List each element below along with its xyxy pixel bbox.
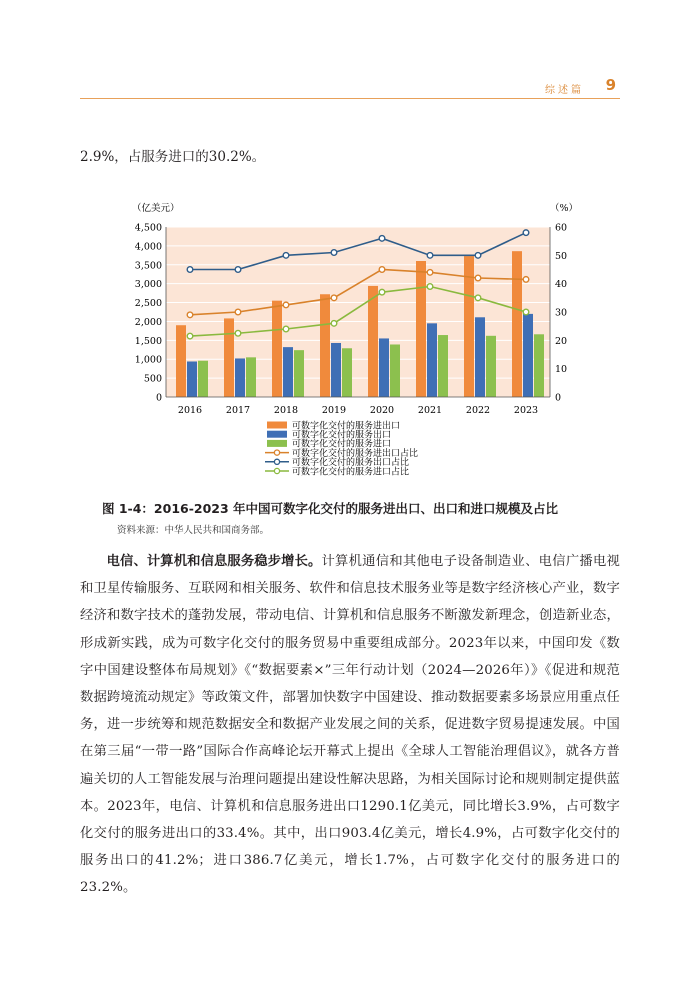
legend-label: 可数字化交付的服务进口 (292, 439, 392, 450)
line-imports-ratio-point (379, 289, 385, 295)
y-left-tick-label: 4,000 (134, 241, 162, 253)
x-tick-label: 2019 (321, 405, 347, 416)
y-right-tick-label: 30 (555, 307, 568, 319)
y-left-tick-label: 2,500 (134, 298, 162, 310)
line-imports-ratio-point (187, 333, 193, 339)
line-exports-ratio-point (427, 253, 433, 259)
bar-exports-imports (368, 286, 378, 397)
trade-chart (80, 195, 620, 495)
line-exports-ratio-point (523, 230, 529, 236)
line-exports-ratio-point (187, 267, 193, 273)
paragraph-lead: 电信、计算机和信息服务稳步增长。 (106, 554, 322, 569)
bar-imports (342, 348, 352, 397)
line-imports-ratio-point (331, 321, 337, 327)
y-left-tick-label: 3,000 (134, 279, 162, 291)
x-tick-label: 2018 (273, 405, 299, 416)
line-exports-ratio-point (283, 253, 289, 259)
bar-exports-imports (272, 301, 282, 397)
bar-exports-imports (320, 294, 330, 397)
bar-exports (475, 317, 485, 397)
line-exports-imports-ratio-point (475, 275, 481, 281)
line-exports-ratio-point (379, 236, 385, 242)
y-right-tick-label: 60 (555, 222, 568, 234)
y-right-tick-label: 20 (555, 335, 568, 347)
page-header (80, 74, 620, 99)
legend-swatch (267, 440, 287, 447)
line-exports-ratio-point (331, 250, 337, 256)
x-tick-label: 2023 (513, 405, 539, 416)
line-exports-ratio-point (235, 267, 241, 273)
intro-text: 2.9%，占服务进口的30.2%。 (80, 149, 266, 165)
bar-exports (523, 314, 533, 397)
line-exports-imports-ratio-point (331, 295, 337, 301)
bar-imports (486, 336, 496, 397)
y-left-tick-label: 2,000 (134, 316, 162, 328)
line-imports-ratio-point (283, 326, 289, 332)
y-left-axis-label: （亿美元） (132, 203, 180, 214)
legend-swatch (267, 431, 287, 438)
y-right-tick-label: 50 (555, 250, 568, 262)
y-left-tick-label: 1,500 (134, 335, 162, 347)
bar-exports (235, 358, 245, 397)
x-tick-label: 2020 (369, 405, 395, 416)
bar-exports (331, 343, 341, 397)
figure-source: 资料来源：中华人民共和国商务部。 (117, 525, 270, 536)
legend (265, 419, 418, 477)
line-imports-ratio-point (427, 284, 433, 290)
line-exports-imports-ratio-point (187, 312, 193, 318)
line-imports-ratio-point (235, 330, 241, 336)
bar-exports-imports (176, 325, 186, 397)
line-exports-imports-ratio-point (235, 309, 241, 315)
body-paragraph (80, 548, 620, 902)
bar-imports (390, 344, 400, 397)
line-exports-imports-ratio-point (523, 277, 529, 283)
x-tick-label: 2016 (177, 405, 203, 416)
legend-label: 可数字化交付的服务出口占比 (292, 458, 410, 469)
bar-exports (379, 338, 389, 397)
y-right-tick-label: 10 (555, 364, 568, 376)
legend-label: 可数字化交付的服务出口 (292, 430, 392, 441)
legend-label: 可数字化交付的服务进出口 (292, 421, 401, 432)
y-right-tick-label: 40 (555, 279, 568, 291)
page-number: 9 (605, 76, 616, 94)
legend-label: 可数字化交付的服务进出口占比 (292, 448, 419, 459)
line-imports-ratio-point (523, 309, 529, 315)
bar-imports (246, 357, 256, 397)
header-section-title: 综述篇 (545, 85, 584, 96)
legend-label: 可数字化交付的服务进口占比 (292, 467, 410, 478)
bar-exports-imports (416, 261, 426, 397)
y-left-tick-label: 3,500 (134, 260, 162, 272)
bar-exports-imports (512, 251, 522, 397)
legend-marker (274, 450, 279, 455)
x-tick-label: 2017 (225, 405, 251, 416)
paragraph-text: 计算机通信和其他电子设备制造业、电信广播电视和卫星传输服务、互联网和相关服务、软件和信息技术服务业等是数字经济核心产业，数字经济和数字技术的蓬勃发展，带动电信、计算机和信息服务不断激发新理念，创造新业态，形成新实践，成为可数字化交付的服务贸易中重要组成部分。2023年以来，中国印发《数字中国建设整体布局规划》《“数据要素×”三年行动计划（2024—2026年）》《促进和规范数据跨境流动规定》等政策文件，部署加快数字中国建设、推动数据要素多场景应用重点任务，进一步统筹和规范数据安全和数据产业发展之间的关系，促进数字贸易提速发展。中国在第三届“一带一路”国际合作高峰论坛开幕式上提出《全球人工智能治理倡议》，就各方普遍关切的人工智能发展与治理问题提出建设性解决思路，为相关国际讨论和规则制定提供蓝本。2023年，电信、计算机和信息服务进出口1290.1亿美元，同比增长3.9%，占可数字化交付的服务进出口的33.4%。其中，出口903.4亿美元，增长4.9%，占可数字化交付的服务出口的41.2%；进口386.7亿美元，增长1.7%，占可数字化交付的服务进口的23.2%。 (80, 554, 620, 896)
legend-swatch (267, 422, 287, 429)
bar-imports (534, 334, 544, 397)
x-tick-label: 2021 (417, 405, 443, 416)
legend-marker (274, 459, 279, 464)
y-left-tick-label: 1,000 (134, 354, 162, 366)
line-exports-imports-ratio-point (379, 267, 385, 273)
bar-exports-imports (224, 318, 234, 397)
legend-marker (274, 468, 279, 473)
line-imports-ratio-point (475, 295, 481, 301)
y-left-tick-label: 0 (155, 392, 162, 404)
bar-exports (283, 347, 293, 397)
bar-exports (427, 323, 437, 397)
y-left-tick-label: 500 (143, 373, 162, 385)
bar-exports (187, 361, 197, 397)
bar-imports (198, 361, 208, 397)
bar-imports (438, 335, 448, 397)
line-exports-imports-ratio-point (427, 270, 433, 276)
bar-imports (294, 350, 304, 397)
x-tick-label: 2022 (465, 405, 491, 416)
line-exports-ratio-point (475, 253, 481, 259)
figure-caption: 图 1-4：2016-2023 年中国可数字化交付的服务进出口、出口和进口规模及占比 (102, 501, 559, 516)
y-left-tick-label: 4,500 (134, 222, 162, 234)
line-exports-imports-ratio-point (283, 302, 289, 308)
y-right-tick-label: 0 (555, 392, 562, 404)
y-right-axis-label: （%） (550, 203, 579, 214)
